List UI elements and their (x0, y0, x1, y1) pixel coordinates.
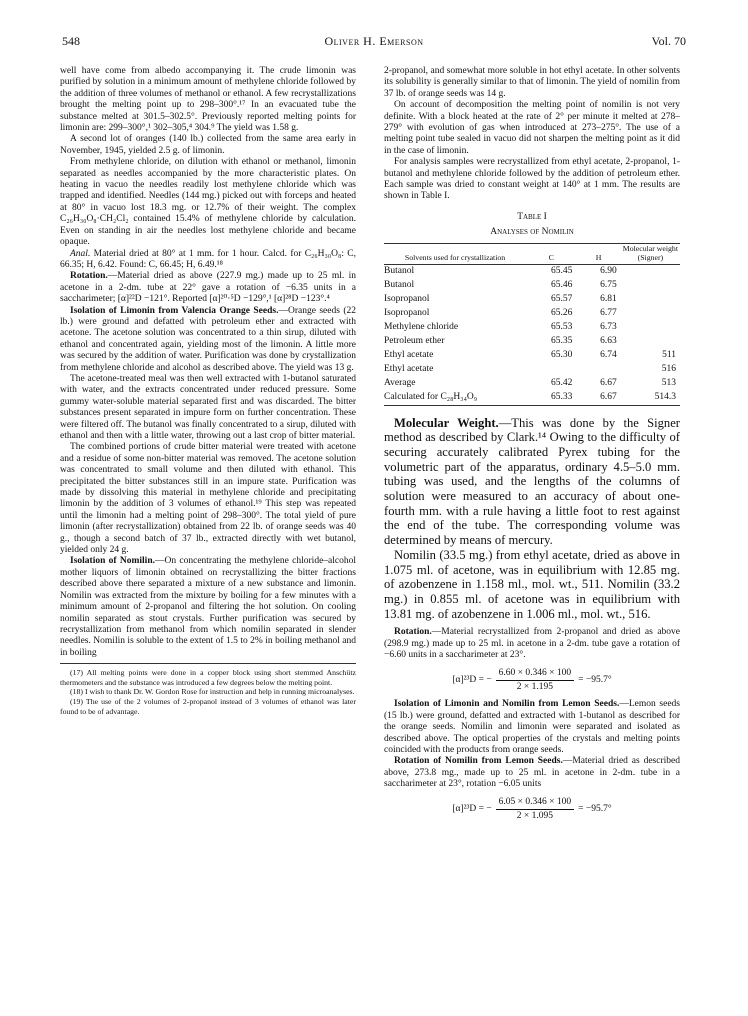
left-column (60, 66, 356, 716)
footnotes (60, 663, 356, 716)
table-cell: 6.90 (600, 266, 617, 277)
table-row (384, 279, 680, 293)
paragraph: From methylene chloride, on dilution with ethanol or methanol, limonin separated as needles accompanied by the more characteristic plates. On heating in vacuo the needles readily lost methylene chloride which was trapped and identified. Needles (144 mg.) picked out with forceps and heated at 80° in vacuo lost 18.3 mg. or 12.7% of their weight. The complex C₂₆H₃₀O₈·CH₂Cl₂ contained 15.4% of methylene chloride by calculation. Even on standing in air the needles lost methylene chloride and became opaque. (60, 157, 356, 248)
table-cell (621, 293, 680, 307)
table-cell (621, 335, 680, 349)
table-title: Analyses of Nomilin (490, 227, 574, 238)
table-cell: Ethyl acetate (384, 350, 434, 361)
section-heading: Isolation of Nomilin. (70, 556, 155, 567)
table-row (384, 335, 680, 349)
table-cell: 6.67 (600, 378, 617, 389)
table-cell (621, 307, 680, 321)
paragraph (384, 756, 680, 790)
table-cell (621, 264, 680, 278)
section-text: —Material dried as described above, 273.8 mg., made up to 25 ml. in acetone in 2-dm. tube in a saccharimeter at 23°, rotation −6.05 units (384, 756, 680, 790)
paragraph: 2-propanol, and somewhat more soluble in hot ethyl acetate. In other solvents its solubility is generally similar to that of limonin. The yield of nomilin from 37 lb. of orange seeds was 14 g. (384, 66, 680, 99)
table-cell: 65.45 (551, 266, 573, 277)
footnote: (18) I wish to thank Dr. W. Gordon Rose for instruction and help in running microanalyses. (70, 687, 355, 697)
table-header: C (526, 243, 576, 264)
paragraph (384, 416, 680, 548)
table-cell: Methylene chloride (384, 322, 459, 333)
table-row (384, 307, 680, 321)
table-cell: 65.26 (551, 308, 573, 319)
table-row (384, 293, 680, 307)
table-cell: 6.73 (600, 322, 617, 333)
right-column (384, 66, 680, 828)
table-cell: 514.3 (621, 391, 680, 405)
table-cell: 65.42 (551, 378, 573, 389)
table-cell: 65.30 (551, 350, 573, 361)
paragraph (60, 271, 356, 305)
table-cell (576, 363, 620, 377)
table-cell: 6.67 (576, 391, 620, 405)
page-number: 548 (62, 34, 80, 48)
section-heading: Isolation of Limonin and Nomilin from Lemon Seeds. (394, 699, 620, 710)
table-header: Solvents used for crystallization (384, 243, 526, 264)
paragraph (60, 556, 356, 659)
equation-numerator: 6.05 × 0.346 × 100 (496, 797, 574, 810)
table-cell: 65.53 (551, 322, 573, 333)
equation-numerator: 6.60 × 0.346 × 100 (496, 668, 574, 681)
table-cell: 6.75 (600, 280, 617, 291)
section-text: —Material dried as above (227.9 mg.) made up to 25 ml. in acetone in a 2-dm. tube at 22° gave a rotation of −6.35 units in a saccharimeter; [α]²²D −121°. Reported [α]²⁰·⁵D −129°,¹ [α]²⁸D −123°.⁴ (60, 271, 356, 305)
table-cell: Petroleum ether (384, 336, 445, 347)
equation-lhs: [α]²³D = − (452, 674, 492, 685)
table-cell: 65.33 (526, 391, 576, 405)
section-heading: Rotation. (70, 271, 108, 282)
section-heading: Molecular Weight. (394, 415, 499, 430)
equation-denominator: 2 × 1.195 (516, 682, 554, 692)
table-cell: 513 (661, 378, 676, 389)
table-header-row (384, 243, 680, 264)
section-text: —On concentrating the methylene chloride–alcohol mother liquors of limonin obtained on recrystallizing the bitter fractions described above there separated a mixture of a new substance and limonin. Nomilin was extracted from the mixture by boiling for a few minutes with a minimum amount of 2-propanol and filtering the hot solution. On cooling nomilin separated as stout crystals. Further purification was secured by recrystallization from methanol from which nomilin separated in slender needles. Nomilin is soluble to the extent of 1.5 to 2% in boiling methanol and in boiling (60, 556, 356, 658)
table-cell: 65.35 (551, 336, 573, 347)
table-caption: Table I (517, 211, 547, 222)
table-cell: 6.81 (600, 294, 617, 305)
rotation-equation (384, 668, 680, 694)
table-row (384, 264, 680, 278)
table-header: Molecular weight (Signer) (621, 243, 680, 264)
table-cell (526, 363, 576, 377)
section-text: —Lemon seeds (15 lb.) were ground, defatted and extracted with 1-butanol as described for the orange seeds. Nomilin and limonin were separated and isolated as described above. The optical properties of the crystals and melting points coincided with the products from orange seeds. (384, 699, 680, 756)
section-heading: Rotation. (394, 627, 432, 638)
table-cell: 65.46 (551, 280, 573, 291)
section-text: —This was done by the Signer method as described by Clark.¹⁴ Owing to the difficulty of securing accurately calibrated Pyrex tubing for the volumetric part of the apparatus, ordinary 4.5–5.0 mm. tubing was used, and the lengths of the columns of solution were measured to an accuracy of about one-fourth mm. with a rule having a little foot to rest against the end of the tube. The corresponding volume was determined by means of mercury. (384, 415, 680, 548)
analyses-table (384, 243, 680, 406)
paragraph (384, 699, 680, 756)
paragraph: On account of decomposition the melting point of nomilin is not very definite. With a block heated at the rate of 2° per minute it melted at 278–279° with evolution of gas when introduced at 273–275°. The use of a melting point tube sealed in vacuo did not sharpen the melting point as it did in the case of limonin. (384, 100, 680, 156)
table-cell: Isopropanol (384, 294, 430, 305)
table-cell: 516 (661, 364, 676, 375)
section-text: —Material recrystallized from 2-propanol and dried as above (298.9 mg.) made up to 25 ml. in acetone in a 2-dm. tube gave a rotation of −6.60 units in a saccharimeter at 23°. (384, 627, 680, 661)
table-cell: Butanol (384, 266, 415, 277)
section-heading: Isolation of Limonin from Valencia Orange Seeds. (70, 305, 279, 316)
table-cell: 6.63 (600, 336, 617, 347)
table-cell: Calculated for C₂₈H₃₄O₉ (384, 391, 526, 405)
table-row (384, 363, 680, 377)
table-cell: Isopropanol (384, 308, 430, 319)
paragraph (60, 249, 356, 272)
equation-rhs: = −95.7° (578, 674, 612, 685)
table-row (384, 377, 680, 391)
table-body (384, 264, 680, 405)
table-cell (621, 279, 680, 293)
page-header (62, 34, 686, 50)
table-row (384, 349, 680, 363)
volume-label: Vol. 70 (651, 34, 686, 48)
section-heading: Rotation of Nomilin from Lemon Seeds. (394, 756, 563, 767)
table-row (384, 391, 680, 405)
equation-fraction (496, 668, 574, 694)
table-cell (621, 321, 680, 335)
running-title: Oliver H. Emerson (324, 34, 424, 48)
table-cell: 6.77 (600, 308, 617, 319)
paragraph (384, 627, 680, 661)
equation-denominator: 2 × 1.095 (516, 811, 554, 822)
table-row (384, 321, 680, 335)
table-cell: 6.74 (600, 350, 617, 361)
section-text: —Orange seeds (22 lb.) were ground and defatted with petroleum ether and extracted with acetone. The acetone solution was concentrated to a thin sirup, diluted with ethanol and concentrated again, yielding most of the limonin. A little more was secured by the addition of water. Purification was done by crystallization from methylene chloride and alcohol as described above. The yield was 13 g. (60, 305, 356, 373)
anal-label: Anal. (70, 248, 91, 259)
equation-rhs: = −95.7° (578, 803, 612, 814)
paragraph: Nomilin (33.5 mg.) from ethyl acetate, dried as above in 1.075 ml. of acetone, was in equilibrium with 12.85 mg. of azobenzene in 1.158 ml., mol. wt., 511. Nomilin (33.2 mg.) in 0.855 ml. of acetone was in equilibrium with 13.81 mg. of azobenzene in 1.006 ml., mol. wt., 516. (384, 547, 680, 621)
paragraph (60, 306, 356, 374)
footnote: (19) The use of the 2 volumes of 2-propanol instead of 3 volumes of ethanol was later found to be of advantage. (60, 696, 356, 716)
table-cell: Average (384, 378, 416, 389)
paragraph: well have come from albedo accompanying it. The crude limonin was purified by solution in a minimum amount of methylene chloride followed by the addition of three volumes of methanol or ethanol. A few recrystallizations brought the melting point up to 298–300°.¹⁷ In an evacuated tube the substance melted at 301.5–302.5°. Previously reported melting points for limonin are: 299–300°,¹ 302–305,⁴ 304.⁹ The yield was 1.58 g. (60, 66, 356, 134)
table-cell: 65.57 (551, 294, 573, 305)
paragraph: A second lot of oranges (140 lb.) collected from the same area early in November, 1945, yielded 2.5 g. of limonin. (60, 134, 356, 156)
equation-fraction (496, 797, 574, 823)
footnote: (17) All melting points were done in a copper block using short stemmed Anschütz thermometers and the substance was introduced a few degrees below the melting point. (60, 668, 356, 687)
paragraph: The combined portions of crude bitter material were treated with acetone and a residue of some non-bitter material was removed. The acetone solution was concentrated to small volume and then diluted with ethanol. This precipitated the bitter substances still in an impure state. Purification was made by dissolving this material in methylene chloride and precipitating limonin by the addition of 3 volumes of ethanol.¹⁹ This step was repeated until the limonin had a melting point of 298–300°. The total yield of pure limonin (after recrystallization) obtained from 22 lb. of orange seeds was 40 g., though a second batch of 37 lb., extracted directly with wet butanol, yielded only 24 g. (60, 442, 356, 556)
anal-text: Material dried at 80° at 1 mm. for 1 hour. Calcd. for C₂₆H₃₀O₈: C, 66.35; H, 6.42. Found: C, 66.45; H, 6.49.¹⁸ (60, 248, 356, 270)
table-cell: 511 (662, 350, 676, 361)
paragraph: For analysis samples were recrystallized from ethyl acetate, 2-propanol, 1-butanol and methylene chloride followed by the addition of petroleum ether. Each sample was dried to constant weight at 140° at 1 mm. The results are shown in Table I. (384, 157, 680, 202)
table-header: H (576, 243, 620, 264)
table-cell: Butanol (384, 280, 415, 291)
equation-lhs: [α]²³D = − (452, 803, 492, 814)
rotation-equation (384, 797, 680, 823)
table-cell: Ethyl acetate (384, 364, 434, 375)
paragraph: The acetone-treated meal was then well extracted with 1-butanol saturated with water, and the extracts concentrated under reduced pressure. Some gummy water-soluble material separated first and was discarded. The bitter substances present separated in impure form on further concentration. These were filtered off. The butanol was finally concentrated to a sirup, diluted with ethanol and then with a little water, throwing out a last crop of bitter material. (60, 373, 356, 441)
